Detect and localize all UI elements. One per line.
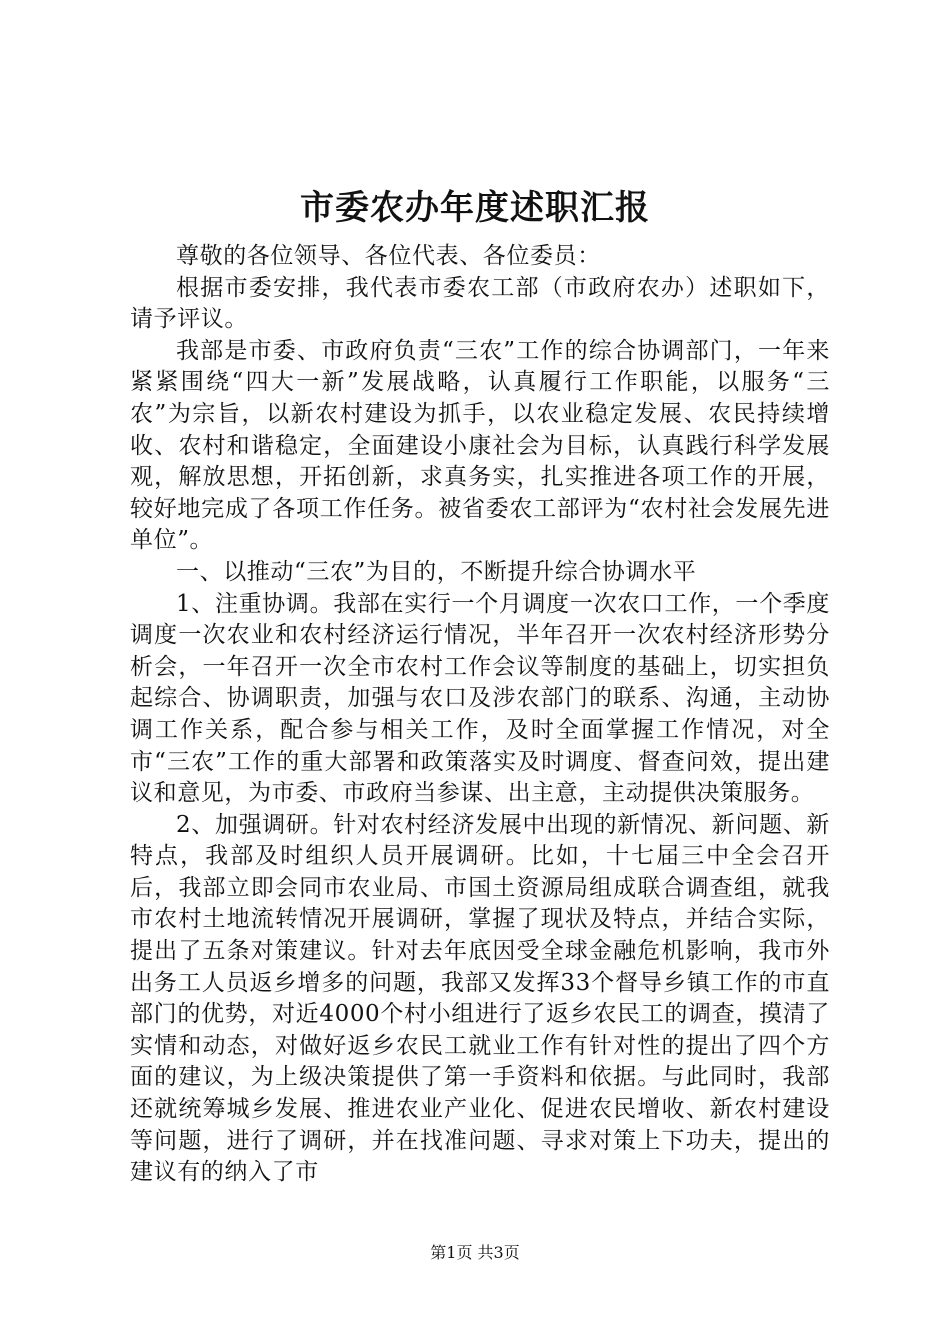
page-footer: 第1页 共3页 [430, 1243, 520, 1262]
intro-paragraph: 根据市委安排，我代表市委农工部（市政府农办）述职如下，请予评议。 [130, 274, 830, 333]
document-body [130, 241, 830, 1189]
document-title: 市委农办年度述职汇报 [300, 188, 650, 228]
section-heading: 一、以推动“三农”为目的，不断提升综合协调水平 [176, 558, 697, 585]
research-paragraph: 2、加强调研。针对农村经济发展中出现的新情况、新问题、新特点，我部及时组织人员开展调研。比如，十七届三中全会召开后，我部立即会同市农业局、市国土资源局组成联合调查组，就我市农村土地流转情况开展调研，掌握了现状及特点，并结合实际，提出了五条对策建议。针对去年底因受全球金融危机影响，我市外出务工人员返乡增多的问题，我部又发挥33个督导乡镇工作的市直部门的优势，对近4000个村小组进行了返乡农民工的调查，摸清了实情和动态，对做好返乡农民工就业工作有针对性的提出了四个方面的建议，为上级决策提供了第一手资料和依据。与此同时，我部还就统筹城乡发展、推进农业产业化、促进农民增收、新农村建设等问题，进行了调研，并在找准问题、寻求对策上下功夫，提出的建议有的纳入了市 [130, 811, 830, 1186]
overview-paragraph: 我部是市委、市政府负责“三农”工作的综合协调部门，一年来紧紧围绕“四大一新”发展战略，认真履行工作职能，以服务“三农”为宗旨，以新农村建设为抓手，以农业稳定发展、农民持续增收、农村和谐稳定，全面建设小康社会为目标，认真践行科学发展观，解放思想，开拓创新，求真务实，扎实推进各项工作的开展，较好地完成了各项工作任务。被省委农工部评为“农村社会发展先进单位”。 [130, 337, 830, 554]
salutation-paragraph: 尊敬的各位领导、各位代表、各位委员： [176, 243, 601, 269]
coordination-paragraph: 1、注重协调。我部在实行一个月调度一次农口工作，一个季度调度一次农业和农村经济运行情况，半年召开一次农村经济形势分析会，一年召开一次全市农村工作会议等制度的基础上，切实担负起综合、协调职责，加强与农口及涉农部门的联系、沟通，主动协调工作关系，配合参与相关工作，及时全面掌握工作情况，对全市“三农”工作的重大部署和政策落实及时调度、督查问效，提出建议和意见，为市委、市政府当参谋、出主意，主动提供决策服务。 [130, 590, 830, 807]
